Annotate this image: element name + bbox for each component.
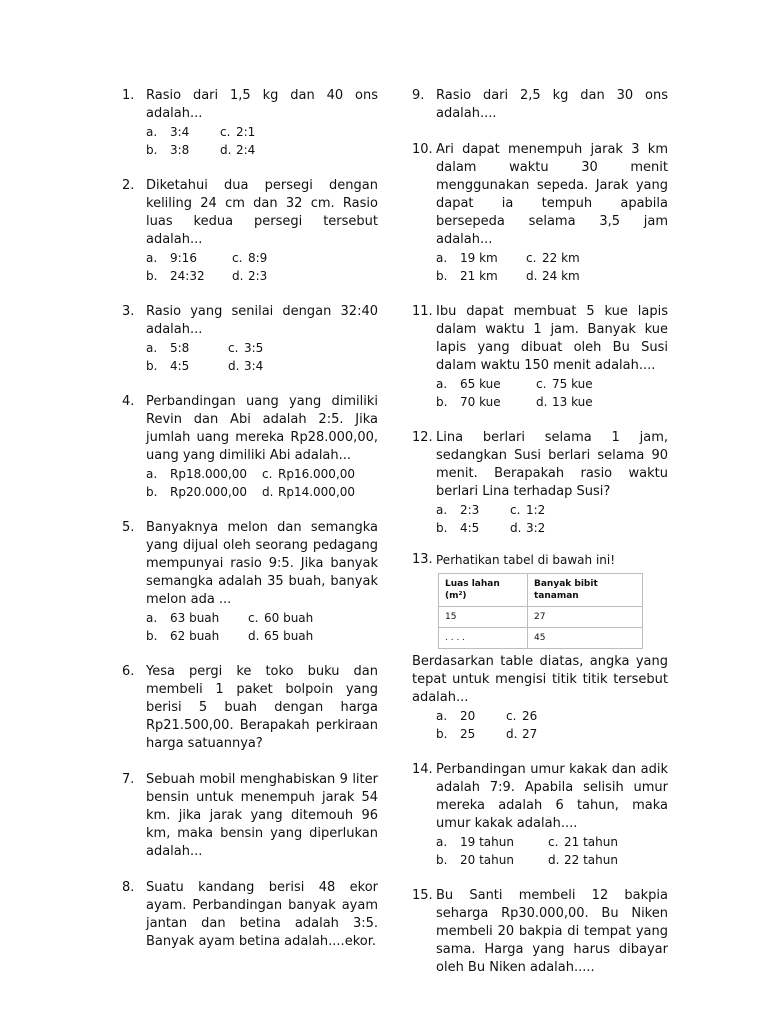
answer-options xyxy=(436,375,668,411)
option-d: d. 65 buah xyxy=(248,629,314,643)
option-b: b. 4:5 xyxy=(436,521,480,535)
question-text: Suatu kandang berisi 48 ekor ayam. Perbandingan banyak ayam jantan dan betina adalah 3:5. Banyak ayam betina adalah....ekor. xyxy=(146,880,378,949)
question-2 xyxy=(122,177,378,285)
question-11 xyxy=(412,303,668,411)
question-number: 2. xyxy=(122,178,135,193)
option-c: c. 2:1 xyxy=(220,125,256,139)
option-a: a. 20 xyxy=(436,709,476,723)
question-10 xyxy=(412,141,668,285)
option-c: c. Rp16.000,00 xyxy=(262,467,356,481)
data-table xyxy=(438,573,643,649)
question-14 xyxy=(412,761,668,869)
option-c: c. 75 kue xyxy=(536,377,593,391)
option-b: b. 62 buah xyxy=(146,629,220,643)
question-5 xyxy=(122,519,378,645)
question-text: Rasio dari 2,5 kg dan 30 ons adalah.... xyxy=(436,88,668,121)
option-b: b. 21 km xyxy=(436,269,498,283)
question-text: Banyaknya melon dan semangka yang dijual oleh seorang pedagang mempunyai rasio 9:5. Jika banyak semangka adalah 35 buah, banyak melon ada ... xyxy=(146,520,378,607)
question-followup-text: Berdasarkan table diatas, angka yang tepat untuk mengisi titik titik tersebut adalah... xyxy=(412,654,668,705)
option-a: a. 63 buah xyxy=(146,611,220,625)
option-b: b. 3:8 xyxy=(146,143,190,157)
option-c: c. 21 tahun xyxy=(548,835,618,849)
question-number: 7. xyxy=(122,772,135,787)
table-cell: . . . . xyxy=(439,628,528,649)
question-text: Bu Santi membeli 12 bakpia seharga Rp30.000,00. Bu Niken membeli 20 bakpia di tempat yang sama. Harga yang harus dibayar oleh Bu Niken adalah..... xyxy=(436,888,668,975)
table-cell: 27 xyxy=(528,607,643,628)
table-header-cell: Banyak bibit tanaman xyxy=(528,574,643,607)
question-number: 1. xyxy=(122,88,135,103)
question-number: 8. xyxy=(122,880,135,895)
question-9 xyxy=(412,87,668,123)
option-a: a. 3:4 xyxy=(146,125,190,139)
question-number: 6. xyxy=(122,664,135,679)
question-text: Perbandingan umur kakak dan adik adalah 7:9. Apabila selisih umur mereka adalah 6 tahun, maka umur kakak adalah.... xyxy=(436,762,668,831)
answer-options xyxy=(436,707,668,743)
option-b: b. 24:32 xyxy=(146,269,205,283)
option-a: a. 9:16 xyxy=(146,251,197,265)
option-c: c. 8:9 xyxy=(232,251,268,265)
option-c: c. 60 buah xyxy=(248,611,314,625)
option-b: b. 25 xyxy=(436,727,476,741)
option-a: a. Rp18.000,00 xyxy=(146,467,248,481)
question-number: 15. xyxy=(412,888,433,903)
question-number: 13. xyxy=(412,552,433,567)
question-text: Diketahui dua persegi dengan keliling 24 cm dan 32 cm. Rasio luas kedua persegi tersebut adalah... xyxy=(146,178,378,247)
answer-options xyxy=(146,339,378,375)
question-text: Yesa pergi ke toko buku dan membeli 1 paket bolpoin yang berisi 5 buah dengan harga Rp21.500,00. Berapakah perkiraan harga satuannya? xyxy=(146,664,378,751)
option-b: b. 4:5 xyxy=(146,359,190,373)
table-header-row xyxy=(439,574,643,607)
option-d: d. 24 km xyxy=(526,269,580,283)
question-number: 9. xyxy=(412,88,425,103)
question-number: 3. xyxy=(122,304,135,319)
option-a: a. 65 kue xyxy=(436,377,501,391)
option-a: a. 2:3 xyxy=(436,503,480,517)
question-12 xyxy=(412,429,668,537)
question-text: Perbandingan uang yang dimiliki Revin dan Abi adalah 2:5. Jika jumlah uang mereka Rp28.000,00, uang yang dimiliki Abi adalah... xyxy=(146,394,378,463)
answer-options xyxy=(146,465,378,501)
option-d: d. 3:4 xyxy=(228,359,264,373)
answer-options xyxy=(146,609,378,645)
question-13 xyxy=(412,551,668,743)
question-text: Rasio dari 1,5 kg dan 40 ons adalah... xyxy=(146,88,378,121)
question-4 xyxy=(122,393,378,501)
option-a: a. 19 tahun xyxy=(436,835,514,849)
option-c: c. 22 km xyxy=(526,251,580,265)
answer-options xyxy=(436,249,668,285)
question-number: 12. xyxy=(412,430,433,445)
question-15 xyxy=(412,887,668,977)
question-7 xyxy=(122,771,378,861)
table-header-cell: Luas lahan (m²) xyxy=(439,574,528,607)
question-text: Ari dapat menempuh jarak 3 km dalam waktu 30 menit menggunakan sepeda. Jarak yang dapat ia tempuh apabila bersepeda selama 3,5 jam adalah... xyxy=(436,142,668,247)
option-c: c. 3:5 xyxy=(228,341,264,355)
data-table-wrapper xyxy=(438,573,668,649)
question-text: Ibu dapat membuat 5 kue lapis dalam waktu 1 jam. Banyak kue lapis yang dibuat oleh Bu Susi dalam waktu 150 menit adalah.... xyxy=(436,304,668,373)
question-number: 14. xyxy=(412,762,433,777)
option-d: d. 3:2 xyxy=(510,521,546,535)
option-d: d. 13 kue xyxy=(536,395,593,409)
option-d: d. 2:4 xyxy=(220,143,256,157)
answer-options xyxy=(146,123,378,159)
option-c: c. 1:2 xyxy=(510,503,546,517)
answer-options xyxy=(436,501,668,537)
answer-options xyxy=(146,249,378,285)
answer-options xyxy=(436,833,668,869)
question-6 xyxy=(122,663,378,753)
table-cell: 15 xyxy=(439,607,528,628)
question-1 xyxy=(122,87,378,159)
option-a: a. 5:8 xyxy=(146,341,190,355)
question-3 xyxy=(122,303,378,375)
option-b: b. 70 kue xyxy=(436,395,501,409)
question-text: Rasio yang senilai dengan 32:40 adalah... xyxy=(146,304,378,337)
question-text: Lina berlari selama 1 jam, sedangkan Susi berlari selama 90 menit. Berapakah rasio waktu berlari Lina terhadap Susi? xyxy=(436,430,668,499)
question-text: Sebuah mobil menghabiskan 9 liter bensin untuk menempuh jarak 54 km. jika jarak yang ditemouh 96 km, maka bensin yang diperlukan adalah... xyxy=(146,772,378,859)
table-row xyxy=(439,628,643,649)
question-number: 11. xyxy=(412,304,433,319)
question-number: 5. xyxy=(122,520,135,535)
option-b: b. 20 tahun xyxy=(436,853,514,867)
option-d: d. 22 tahun xyxy=(548,853,618,867)
right-column xyxy=(412,87,668,995)
option-b: b. Rp20.000,00 xyxy=(146,485,248,499)
option-d: d. 27 xyxy=(506,727,538,741)
option-d: d. 2:3 xyxy=(232,269,268,283)
option-a: a. 19 km xyxy=(436,251,498,265)
table-row xyxy=(439,607,643,628)
option-c: c. 26 xyxy=(506,709,538,723)
question-text: Perhatikan tabel di bawah ini! xyxy=(436,553,616,567)
option-d: d. Rp14.000,00 xyxy=(262,485,356,499)
question-number: 10. xyxy=(412,142,433,157)
question-number: 4. xyxy=(122,394,135,409)
left-column xyxy=(122,87,378,969)
question-8 xyxy=(122,879,378,951)
table-cell: 45 xyxy=(528,628,643,649)
